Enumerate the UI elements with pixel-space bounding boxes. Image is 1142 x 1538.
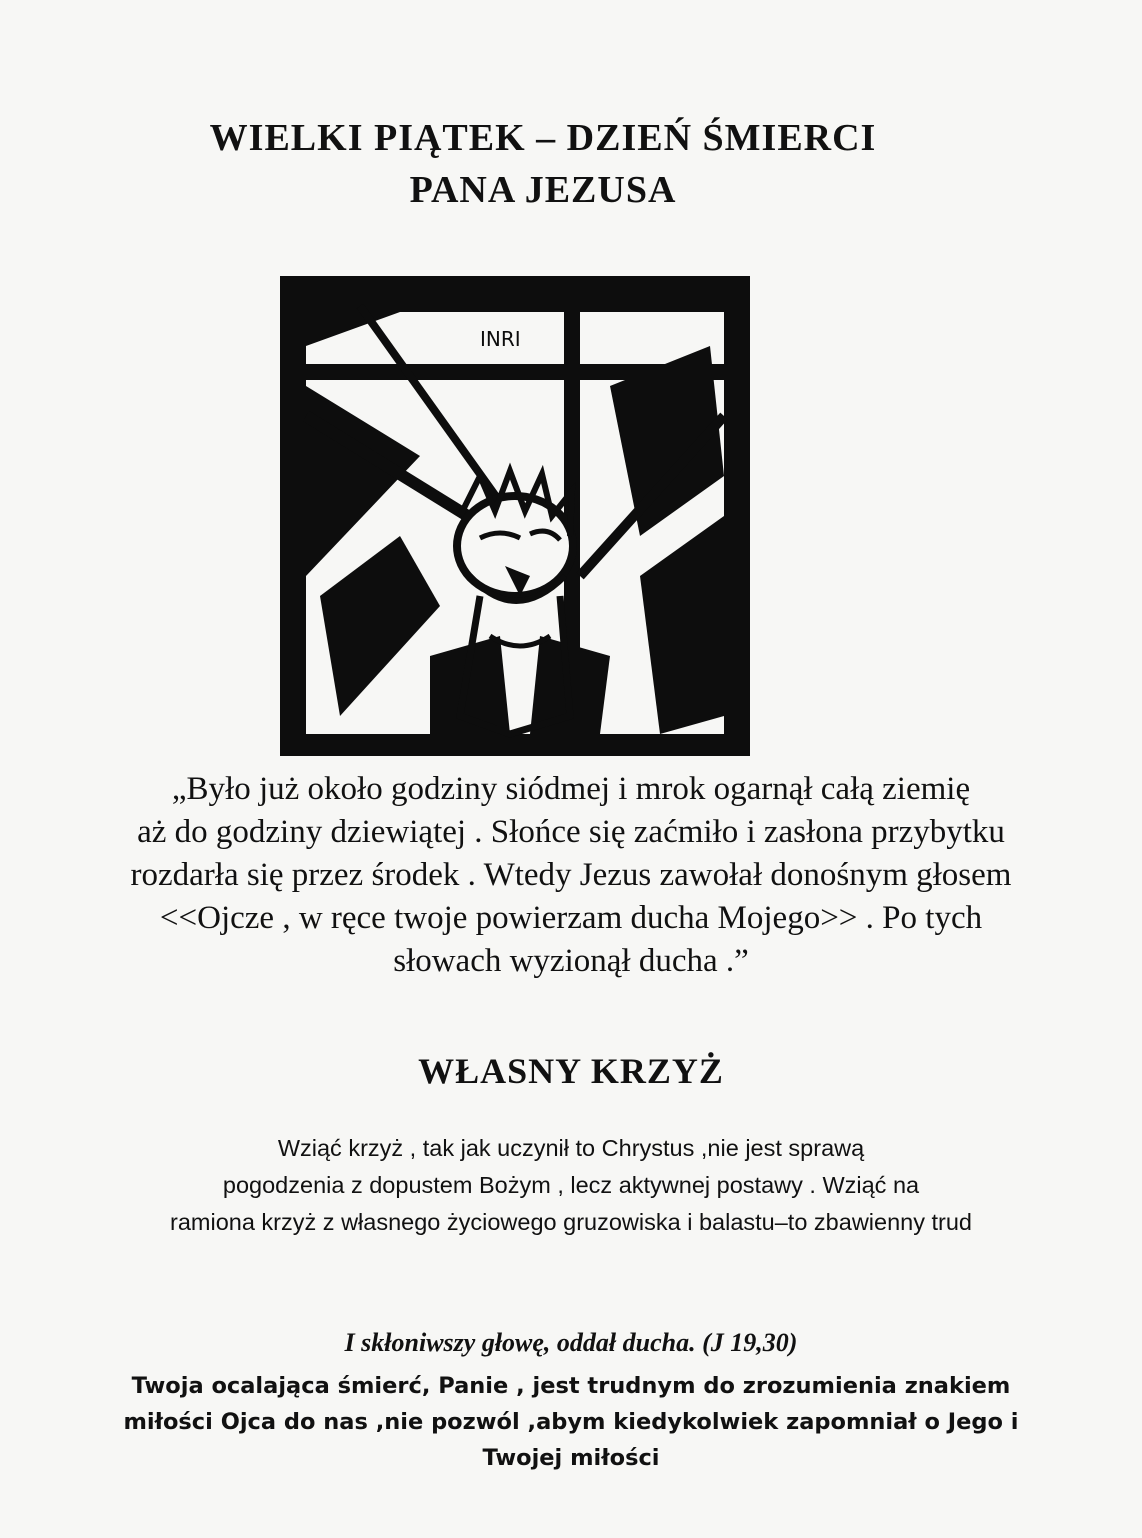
- quote-line: aż do godziny dziewiątej . Słońce się zaćmiło i zasłona przybytku: [137, 814, 1005, 850]
- inri-inscription: INRI: [480, 327, 521, 351]
- page-title: WIELKI PIĄTEK – DZIEŃ ŚMIERCI: [209, 117, 877, 159]
- quote-line: rozdarła się przez środek . Wtedy Jezus zawołał donośnym głosem: [130, 857, 1012, 893]
- quote-line: „Było już około godziny siódmej i mrok ogarnął całą ziemię: [171, 771, 971, 807]
- gospel-quote: [60, 768, 1082, 983]
- crucifixion-woodcut-icon: [280, 276, 750, 756]
- prayer-line: miłości Ojca do nas ,nie pozwól ,abym kiedykolwiek zapomniał o Jego i: [123, 1409, 1019, 1435]
- section-body: [40, 1130, 1102, 1241]
- body-line: Wziąć krzyż , tak jak uczynił to Chrystus ,nie jest sprawą: [277, 1135, 865, 1161]
- page-title-line-2: PANA JEZUSA: [409, 169, 677, 211]
- prayer-line: Twoja ocalająca śmierć, Panie , jest trudnym do zrozumienia znakiem: [131, 1373, 1011, 1399]
- prayer-line: Twojej miłości: [482, 1445, 660, 1471]
- prayer-text: [30, 1368, 1112, 1476]
- body-line: pogodzenia z dopustem Bożym , lecz aktywnej postawy . Wziąć na: [222, 1172, 920, 1198]
- quote-line: <<Ojcze , w ręce twoje powierzam ducha Mojego>> . Po tych: [159, 900, 983, 936]
- scripture-verse: I skłoniwszy głowę, oddał ducha. (J 19,30): [344, 1328, 798, 1357]
- section-heading: WŁASNY KRZYŻ: [418, 1051, 724, 1091]
- body-line: ramiona krzyż z własnego życiowego gruzowiska i balastu–to zbawienny trud: [170, 1209, 972, 1235]
- quote-line: słowach wyzionął ducha .”: [393, 943, 749, 979]
